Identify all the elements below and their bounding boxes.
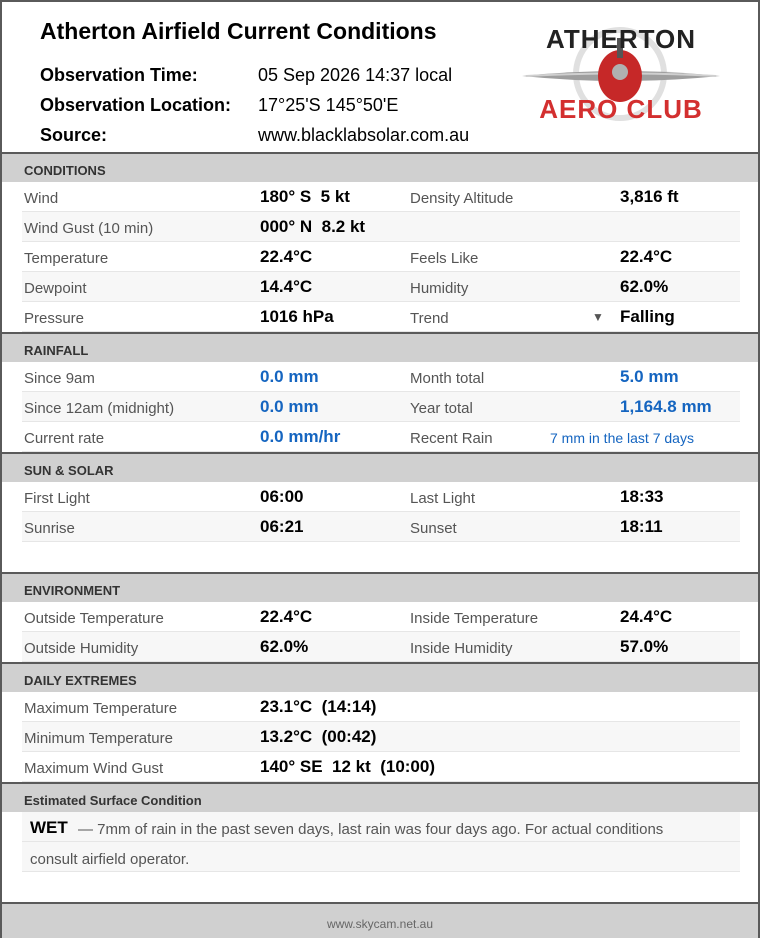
- conditions-heading: CONDITIONS: [24, 163, 106, 178]
- aero-club-logo: [516, 16, 726, 128]
- source-link[interactable]: www.blacklabsolar.com.au: [258, 125, 470, 145]
- feels-like-label: Feels Like: [410, 250, 479, 267]
- environment-section-header: [2, 572, 758, 602]
- dewpoint-label: Dewpoint: [24, 280, 87, 297]
- current-rate-row: [22, 422, 740, 452]
- surface-condition-row-2: [22, 842, 740, 872]
- dewpoint-row: [22, 272, 740, 302]
- last-light-label: Last Light: [410, 490, 476, 507]
- inside-temperature-value: 24.4°C: [620, 607, 673, 626]
- observation-time-value: 05 Sep 2026 14:37 local: [258, 65, 453, 85]
- since-midnight-row: [22, 392, 740, 422]
- wind-row: [22, 182, 740, 212]
- sunset-value: 18:11: [620, 517, 663, 536]
- year-total-label: Year total: [410, 400, 473, 417]
- density-altitude-label: Density Altitude: [410, 190, 514, 207]
- temperature-row: [22, 242, 740, 272]
- max-temperature-label: Maximum Temperature: [24, 700, 178, 717]
- max-wind-gust-row: [22, 752, 740, 782]
- since-midnight-label: Since 12am (midnight): [24, 400, 175, 417]
- recent-rain-label: Recent Rain: [410, 430, 493, 447]
- logo-top-text: ATHERTON: [545, 24, 697, 54]
- rainfall-section-header: [2, 332, 758, 362]
- since-9am-label: Since 9am: [24, 370, 95, 387]
- surface-description-line2: consult airfield operator.: [30, 851, 190, 868]
- rainfall-heading: RAINFALL: [24, 343, 89, 358]
- surface-condition-row: [22, 812, 740, 842]
- first-light-label: First Light: [24, 490, 90, 507]
- sunset-label: Sunset: [410, 520, 457, 537]
- humidity-value: 62.0%: [620, 277, 669, 296]
- outside-temperature-label: Outside Temperature: [24, 610, 164, 627]
- since-9am-value: 0.0 mm: [260, 367, 319, 386]
- max-temperature-row: [22, 692, 740, 722]
- feels-like-value: 22.4°C: [620, 247, 673, 266]
- max-temperature-value: 23.1°C (14:14): [260, 697, 377, 716]
- inside-humidity-label: Inside Humidity: [410, 640, 513, 657]
- logo-bottom-text: AERO CLUB: [539, 94, 703, 124]
- min-temperature-label: Minimum Temperature: [24, 730, 173, 747]
- surface-condition-heading: Estimated Surface Condition: [24, 793, 202, 808]
- pressure-value: 1016 hPa: [260, 307, 334, 326]
- max-wind-gust-value: 140° SE 12 kt (10:00): [260, 757, 436, 776]
- since-midnight-value: 0.0 mm: [260, 397, 319, 416]
- wind-gust-value: 000° N 8.2 kt: [260, 217, 366, 236]
- last-light-value: 18:33: [620, 487, 664, 506]
- environment-heading: ENVIRONMENT: [24, 583, 121, 598]
- since-9am-row: [22, 362, 740, 392]
- dewpoint-value: 14.4°C: [260, 277, 313, 296]
- outside-humidity-value: 62.0%: [260, 637, 309, 656]
- wind-label: Wind: [24, 190, 59, 207]
- humidity-label: Humidity: [410, 280, 469, 297]
- temperature-value: 22.4°C: [260, 247, 313, 266]
- month-total-value: 5.0 mm: [620, 367, 679, 386]
- sun-solar-heading: SUN & SOLAR: [24, 463, 114, 478]
- min-temperature-value: 13.2°C (00:42): [260, 727, 377, 746]
- inside-humidity-value: 57.0%: [620, 637, 669, 656]
- pressure-label: Pressure: [24, 310, 85, 327]
- footer: [2, 902, 758, 938]
- trend-label: Trend: [410, 310, 449, 327]
- daily-extremes-heading: DAILY EXTREMES: [24, 673, 137, 688]
- observation-time-label: Observation Time:: [40, 65, 198, 85]
- outside-humidity-label: Outside Humidity: [24, 640, 139, 657]
- first-light-value: 06:00: [260, 487, 304, 506]
- month-total-label: Month total: [410, 370, 485, 387]
- pressure-row: [22, 302, 740, 332]
- temperature-label: Temperature: [24, 250, 109, 267]
- max-wind-gust-label: Maximum Wind Gust: [24, 760, 164, 777]
- header: [2, 2, 758, 152]
- wind-gust-label: Wind Gust (10 min): [24, 220, 154, 237]
- sunrise-value: 06:21: [260, 517, 304, 536]
- surface-condition-section-header: [2, 782, 758, 812]
- density-altitude-value: 3,816 ft: [620, 187, 679, 206]
- trend-value: Falling: [620, 307, 675, 326]
- conditions-section-header: [2, 152, 758, 182]
- wind-gust-row: [22, 212, 740, 242]
- current-rate-value: 0.0 mm/hr: [260, 427, 341, 446]
- surface-description-line1: — 7mm of rain in the past seven days, last rain was four days ago. For actual conditions: [78, 821, 664, 838]
- daily-extremes-section-header: [2, 662, 758, 692]
- inside-temperature-label: Inside Temperature: [410, 610, 539, 627]
- sunrise-row: [22, 512, 740, 542]
- surface-status: WET: [30, 818, 68, 837]
- current-rate-label: Current rate: [24, 430, 105, 447]
- sunrise-label: Sunrise: [24, 520, 75, 537]
- observation-location-value: 17°25'S 145°50'E: [258, 95, 399, 115]
- footer-link[interactable]: www.skycam.net.au: [326, 917, 434, 931]
- source-label: Source:: [40, 125, 108, 145]
- observation-location-label: Observation Location:: [40, 95, 232, 115]
- sun-solar-section-header: [2, 452, 758, 482]
- recent-rain-value: 7 mm in the last 7 days: [550, 430, 694, 446]
- page-title: Atherton Airfield Current Conditions: [40, 18, 437, 44]
- outside-humidity-row: [22, 632, 740, 662]
- wind-value: 180° S 5 kt: [260, 187, 350, 206]
- outside-temperature-value: 22.4°C: [260, 607, 313, 626]
- trend-down-icon: ▼: [592, 310, 604, 324]
- outside-temperature-row: [22, 602, 740, 632]
- min-temperature-row: [22, 722, 740, 752]
- first-light-row: [22, 482, 740, 512]
- year-total-value: 1,164.8 mm: [620, 397, 712, 416]
